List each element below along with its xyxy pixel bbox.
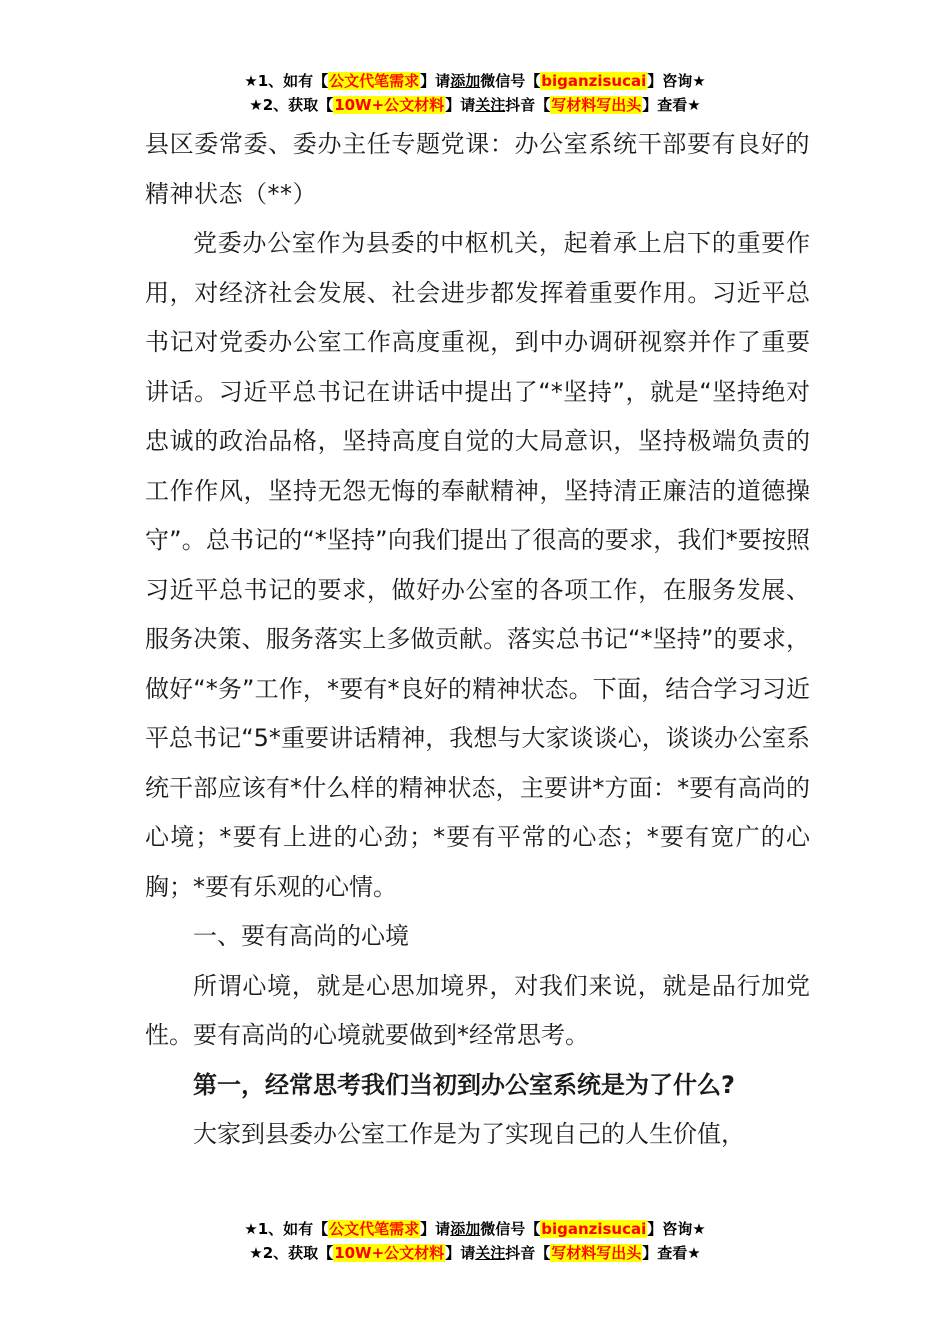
banner-highlight: 公文代笔需求 [329,1220,420,1238]
paragraph-section-1: 所谓心境，就是心思加境界，对我们来说，就是品行加党性。要有高尚的心境就要做到*经常思考。 [145,971,810,1049]
banner-text: 抖音【 [505,1244,551,1262]
banner-line-1 [0,1217,950,1241]
footer-banner [0,1217,950,1265]
paragraph-last: 大家到县委办公室工作是为了实现自己的人生价值， [193,1120,745,1148]
banner-highlight: 10W+公文材料 [334,1244,445,1262]
banner-highlight: 公文代笔需求 [329,72,420,90]
banner-text: 微信号【 [480,72,541,90]
document-title: 县区委常委、委办主任专题党课：办公室系统干部要有良好的精神状态（**） [145,130,810,208]
banner-underline: 添加 [450,1220,481,1238]
document-body [145,120,810,1160]
banner-text: 微信号【 [480,1220,541,1238]
banner-text: 】请 [445,1244,476,1262]
banner-highlight: 写材料写出头 [551,96,642,114]
banner-text: ★1、如有【 [244,1220,329,1238]
section-heading: 一、要有高尚的心境 [193,922,409,950]
banner-underline: 关注 [475,96,506,114]
banner-text: 】请 [420,72,451,90]
subheading: 第一，经常思考我们当初到办公室系统是为了什么? [193,1070,735,1099]
banner-highlight: biganzisucai [541,72,647,90]
header-banner [0,69,950,117]
banner-underline: 添加 [450,72,481,90]
banner-text: 抖音【 [505,96,551,114]
banner-text: ★2、获取【 [249,1244,334,1262]
banner-underline: 关注 [475,1244,506,1262]
banner-text: 】咨询★ [647,1220,706,1238]
banner-text: 】请 [420,1220,451,1238]
banner-line-2 [0,1241,950,1265]
banner-text: 】查看★ [642,96,701,114]
paragraph-intro: 党委办公室作为县委的中枢机关，起着承上启下的重要作用，对经济社会发展、社会进步都发挥着重要作用。习近平总书记对党委办公室工作高度重视，到中办调研视察并作了重要讲话。习近平总书记在讲话中提出了“*坚持”，就是“坚持绝对忠诚的政治品格，坚持高度自觉的大局意识，坚持极端负责的工作作风，坚持无怨无悔的奉献精神，坚持清正廉洁的道德操守”。总书记的“*坚持”向我们提出了很高的要求，我们*要按照习近平总书记的要求，做好办公室的各项工作，在服务发展、服务决策、服务落实上多做贡献。落实总书记“*坚持”的要求，做好“*务”工作，*要有*良好的精神状态。下面，结合学习习近平总书记“5*重要讲话精神，我想与大家谈谈心，谈谈办公室系统干部应该有*什么样的精神状态，主要讲*方面：*要有高尚的心境；*要有上进的心劲；*要有平常的心态；*要有宽广的心胸；*要有乐观的心情。 [145,229,810,901]
banner-text: ★1、如有【 [244,72,329,90]
banner-highlight: biganzisucai [541,1220,647,1238]
banner-highlight: 10W+公文材料 [334,96,445,114]
banner-line-1 [0,69,950,93]
banner-text: ★2、获取【 [249,96,334,114]
banner-text: 】咨询★ [647,72,706,90]
banner-line-2 [0,93,950,117]
banner-text: 】请 [445,96,476,114]
banner-highlight: 写材料写出头 [551,1244,642,1262]
banner-text: 】查看★ [642,1244,701,1262]
